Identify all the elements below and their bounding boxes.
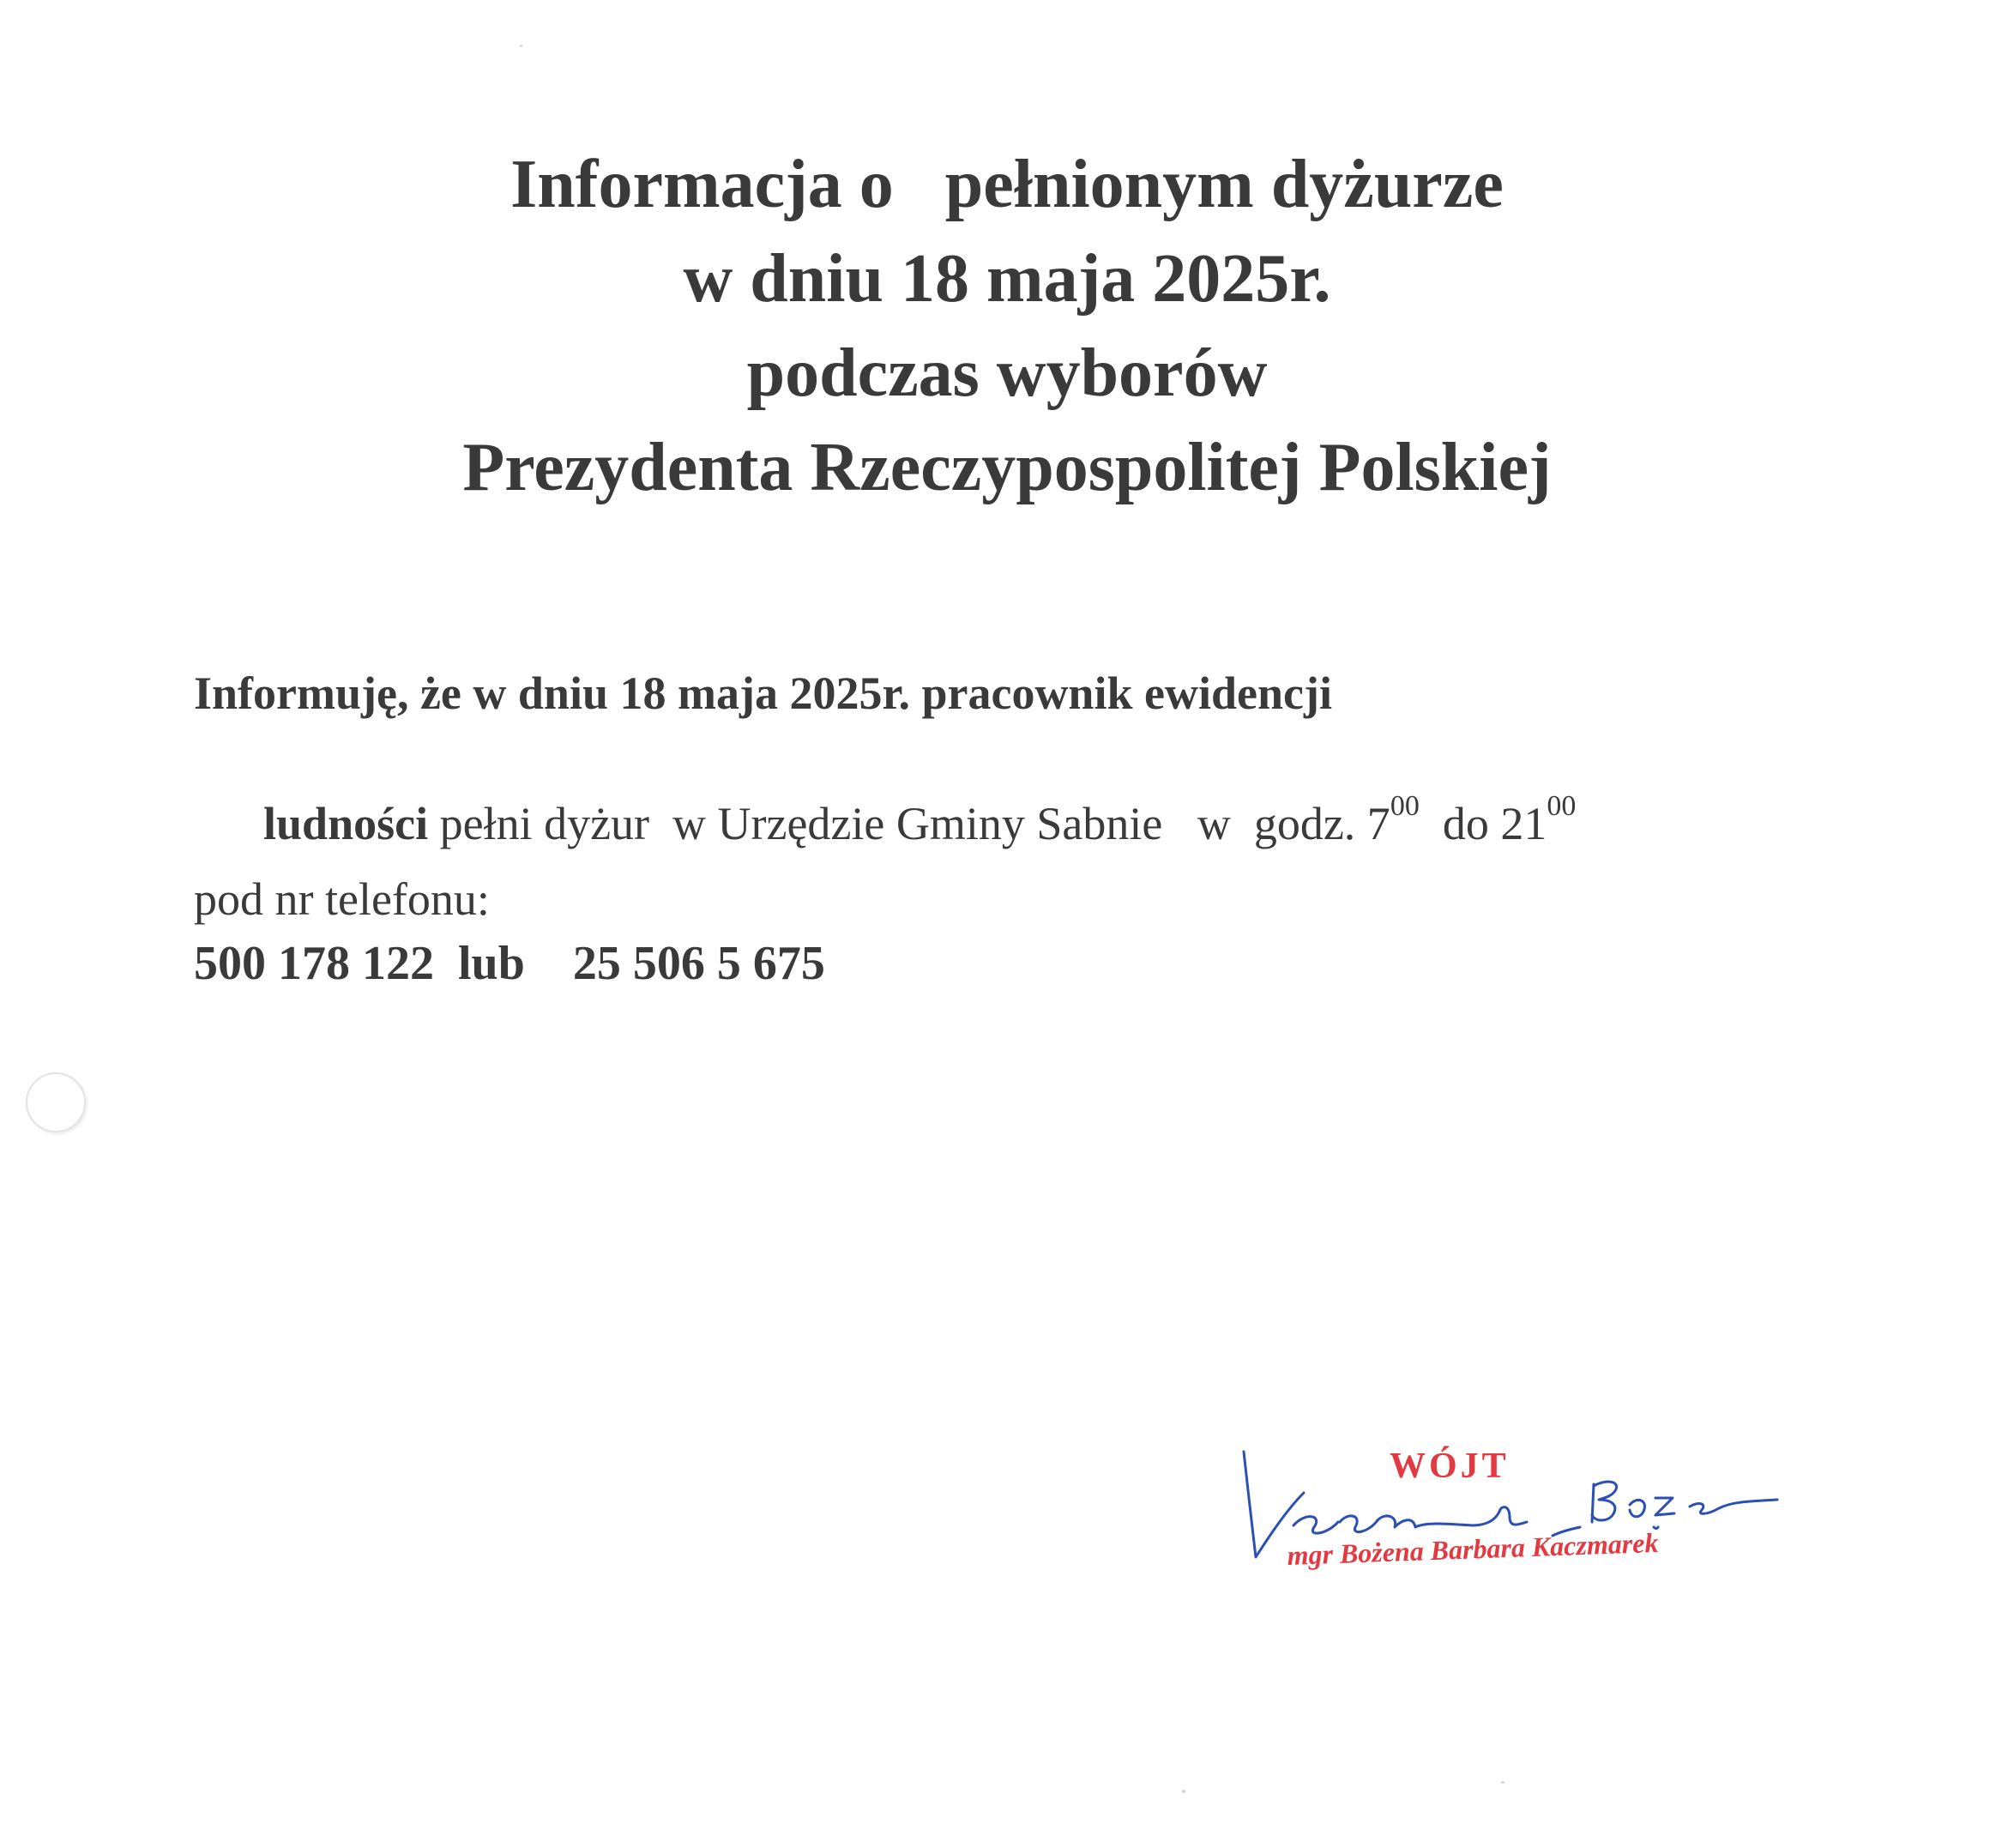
notice-line-2-text: pełni dyżur w Urzędzie Gminy Sabnie w godz. 7 [428, 798, 1390, 849]
punch-hole-mark [26, 1072, 86, 1132]
title-line-3: podczas wyborów [746, 335, 1268, 411]
signature-stroke-2 [1293, 1517, 1338, 1533]
signature-stroke-8 [1655, 1498, 1674, 1515]
title-line-2: w dniu 18 maja 2025r. [683, 241, 1331, 317]
signature-stroke-6 [1592, 1484, 1594, 1522]
stamp-name: mgr Bożena Barbara Kaczmarek [1287, 1526, 1659, 1571]
notice-between-times: do 21 [1419, 798, 1547, 849]
notice-line-1-text: Informuję, że w dniu 18 maja 2025r. pracownik ewidencji [194, 667, 1332, 719]
signature-stroke-9 [1690, 1500, 1777, 1513]
title-line-4: Prezydenta Rzeczypospolitej Polskiej [462, 430, 1552, 505]
stamp-title: WÓJT [1390, 1446, 1510, 1486]
signature-stroke-5 [1592, 1482, 1617, 1520]
document-title [0, 137, 2014, 515]
phone-numbers: 500 178 122 lub 25 506 5 675 [194, 937, 825, 990]
signature-stroke-7 [1630, 1500, 1644, 1516]
signature-stroke-3 [1340, 1516, 1378, 1532]
signature-stroke-4 [1378, 1507, 1527, 1527]
time-end-minutes: 00 [1547, 790, 1577, 822]
time-start-minutes: 00 [1390, 790, 1420, 822]
scan-speck [1182, 1790, 1185, 1793]
notice-line-2-bold: ludności [263, 798, 429, 849]
title-line-1: Informacja o pełnionym dyżurze [510, 147, 1504, 222]
scan-speck [1501, 1781, 1504, 1784]
notice-line-1 [194, 661, 1866, 726]
phone-label: pod nr telefonu: [194, 873, 490, 925]
scan-speck [520, 45, 522, 47]
